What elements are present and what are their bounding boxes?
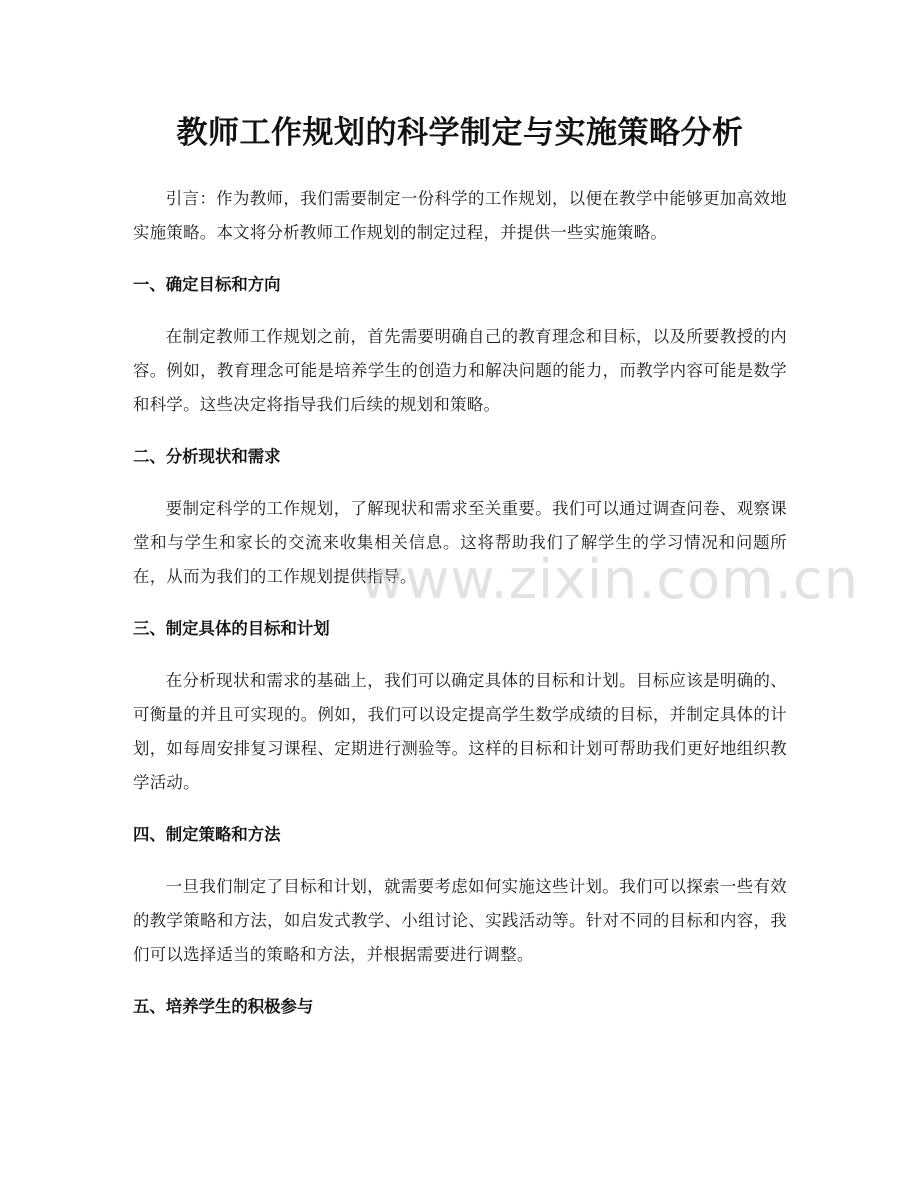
section-4-body: 一旦我们制定了目标和计划，就需要考虑如何实施这些计划。我们可以探索一些有效的教学策略和方法，如启发式教学、小组讨论、实践活动等。针对不同的目标和内容，我们可以选择适当的策略和方法，并根据需要进行调整。 — [133, 877, 787, 964]
section-3-heading: 三、制定具体的目标和计划 — [133, 619, 330, 638]
section-5-heading: 五、培养学生的积极参与 — [133, 997, 314, 1016]
intro-paragraph: 引言：作为教师，我们需要制定一份科学的工作规划，以便在教学中能够更加高效地实施策略。本文将分析教师工作规划的制定过程，并提供一些实施策略。 — [133, 189, 787, 242]
section-4-heading: 四、制定策略和方法 — [133, 825, 281, 844]
section-1-heading: 一、确定目标和方向 — [133, 275, 281, 294]
watermark: www.zixin.com.cn — [360, 548, 859, 611]
section-2-body: 要制定科学的工作规划，了解现状和需求至关重要。我们可以通过调查问卷、观察课堂和与学生和家长的交流来收集相关信息。这将帮助我们了解学生的学习情况和问题所在，从而为我们的工作规划提供指导。 — [133, 499, 787, 586]
section-2-heading: 二、分析现状和需求 — [133, 447, 281, 466]
section-1-body: 在制定教师工作规划之前，首先需要明确自己的教育理念和目标，以及所要教授的内容。例如，教育理念可能是培养学生的创造力和解决问题的能力，而教学内容可能是数学和科学。这些决定将指导我们后续的规划和策略。 — [133, 327, 787, 414]
document-title: 教师工作规划的科学制定与实施策略分析 — [176, 115, 744, 151]
section-3-body: 在分析现状和需求的基础上，我们可以确定具体的目标和计划。目标应该是明确的、可衡量的并且可实现的。例如，我们可以设定提高学生数学成绩的目标，并制定具体的计划，如每周安排复习课程、定期进行测验等。这样的目标和计划可帮助我们更好地组织教学活动。 — [133, 671, 787, 792]
